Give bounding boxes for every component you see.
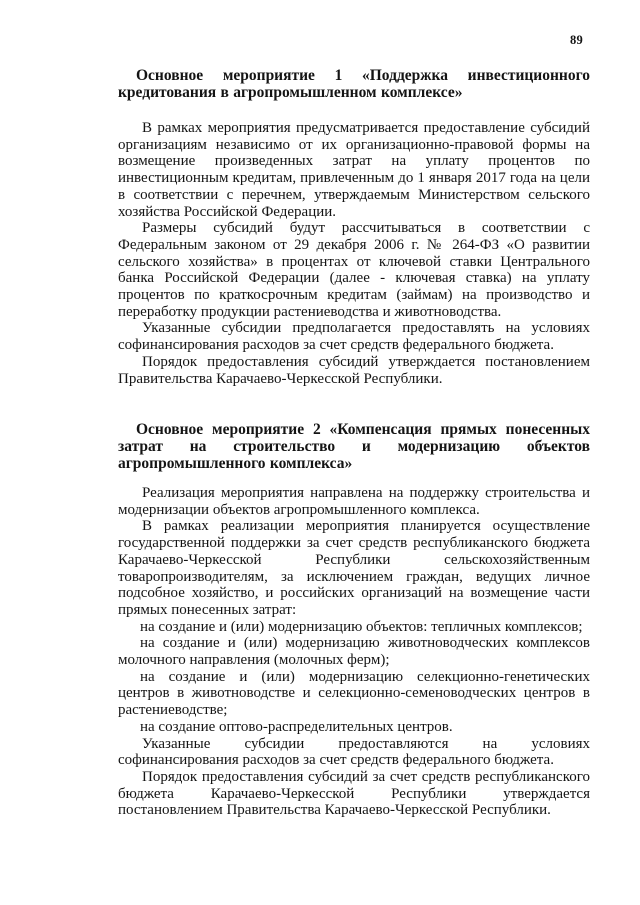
section-2-paragraph-2: В рамках реализации мероприятия планируется осуществление государственной поддержки за счет средств республиканского бюджета Карачаево-Черкесской Республики сельскохозяйственным товаропроизводителям, за исключением граждан, ведущих личное подсобное хозяйство, и российских организаций на возмещение части прямых понесенных затрат: — [118, 518, 590, 618]
section-2-heading: Основное мероприятие 2 «Компенсация прямых понесенных затрат на строительство и модернизацию объектов агропромышленного комплекса» — [118, 421, 590, 472]
section-1-paragraph-4: Порядок предоставления субсидий утверждается постановлением Правительства Карачаево-Черкесской Республики. — [118, 353, 590, 387]
section-1-paragraph-1: В рамках мероприятия предусматривается предоставление субсидий организациям независимо от их организационно-правовой формы на возмещение произведенных затрат на уплату процентов по инвестиционным кредитам, привлеченным до 1 января 2017 года на цели в соответствии с перечнем, утверждаемым Министерством сельского хозяйства Российской Федерации. — [118, 120, 590, 220]
section-1-paragraph-3: Указанные субсидии предполагается предоставлять на условиях софинансирования расходов за счет средств федерального бюджета. — [118, 320, 590, 354]
section-2-paragraph-4: Порядок предоставления субсидий за счет средств республиканского бюджета Карачаево-Черкесской Республики утверждается постановлением Правительства Карачаево-Черкесской Республики. — [118, 768, 590, 819]
section-2-list-item-livestock: на создание и (или) модернизацию животноводческих комплексов молочного направления (молочных ферм); — [118, 635, 590, 669]
section-2-list-item-wholesale: на создание оптово-распределительных центров. — [140, 718, 453, 735]
section-1-heading: Основное мероприятие 1 «Поддержка инвестиционного кредитования в агропромышленном комплексе» — [118, 67, 590, 101]
section-2-paragraph-3: Указанные субсидии предоставляются на условиях софинансирования расходов за счет средств федерального бюджета. — [118, 735, 590, 769]
section-1-body — [118, 120, 590, 387]
section-2-body — [118, 485, 590, 819]
page-number: 89 — [570, 33, 584, 47]
section-2-paragraph-1: Реализация мероприятия направлена на поддержку строительства и модернизации объектов агропромышленного комплекса. — [118, 485, 590, 518]
section-1-paragraph-2: Размеры субсидий будут рассчитываться в соответствии с Федеральным законом от 29 декабря 2006 г. № 264-ФЗ «О развитии сельского хозяйства» в процентах от ключевой ставки Центрального банка Российской Федерации (далее - ключевая ставка) на уплату процентов по краткосрочным кредитам (займам) на производство и переработку продукции растениеводства и животноводства. — [118, 220, 590, 320]
section-2-list-item-breeding: на создание и (или) модернизацию селекционно-генетических центров в животноводстве и селекционно-семеноводческих центров в растениеводстве; — [118, 668, 590, 719]
section-2-list-item-greenhouse: на создание и (или) модернизацию объектов: тепличных комплексов; — [140, 618, 583, 635]
